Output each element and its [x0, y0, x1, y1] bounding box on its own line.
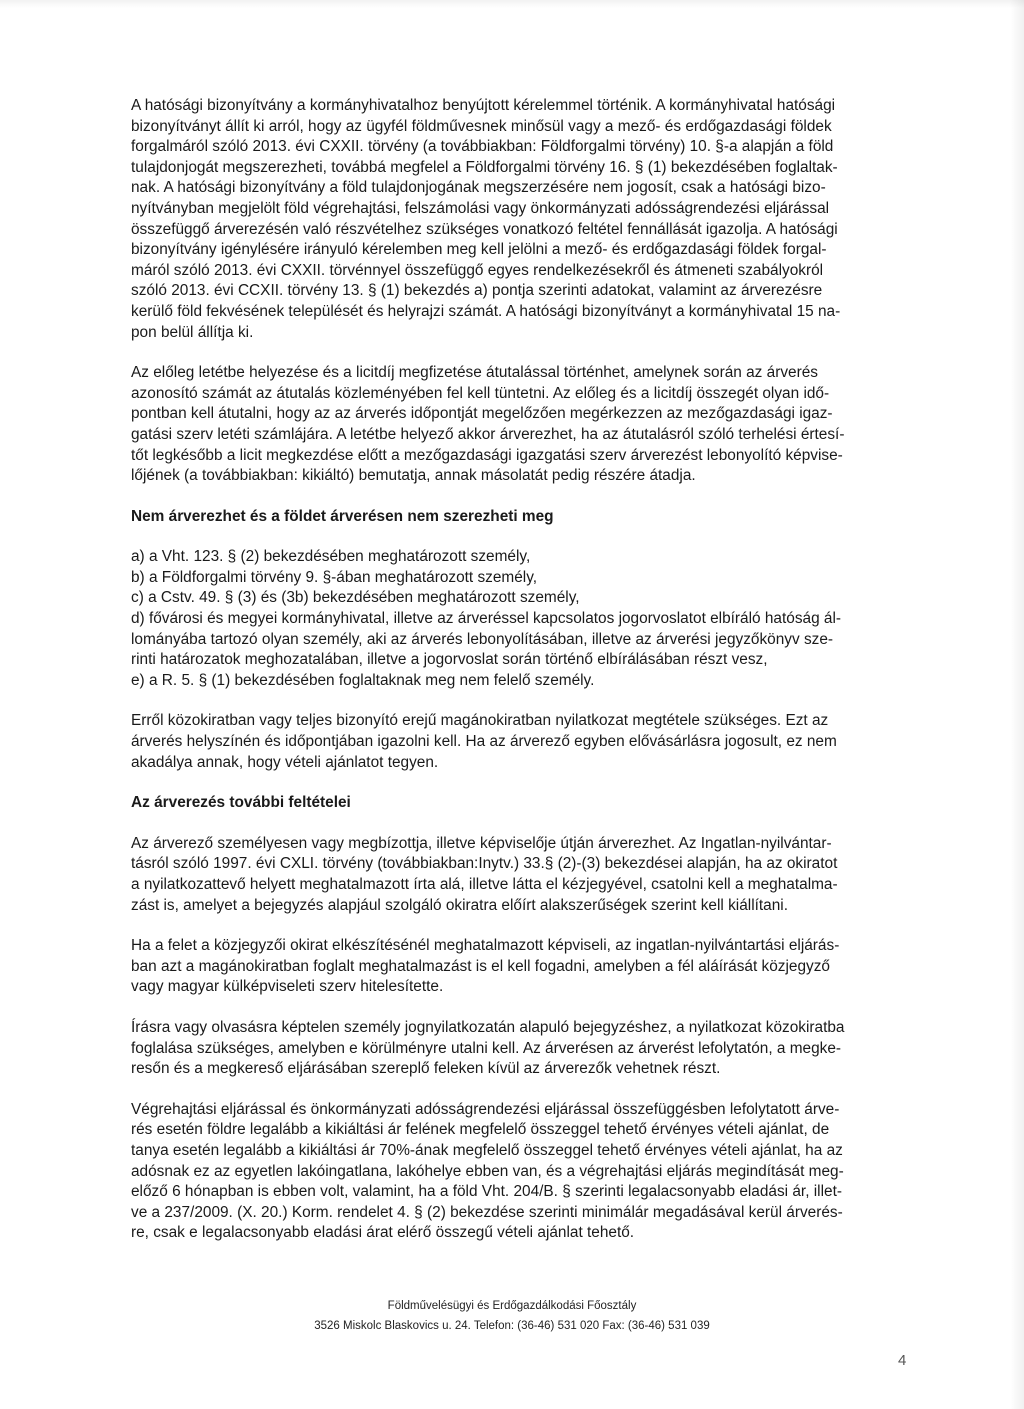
list-item: c) a Cstv. 49. § (3) és (3b) bekezdésében meghatározott személy, — [131, 589, 580, 607]
paragraph-vegrehajtasi: Végrehajtási eljárással és önkormányzati adósságrendezési eljárással összefüggésben lefolytatott árve- rés esetén földre legalább a kikiáltási ár felének megfelelő összeggel tehető érvényes vételi ajánlat, de tanya esetén legalább a kikiáltási ár 70%-ának megfelelő összeggel tehető érvényes vételi ajánlat, ha az adósnak ez az egyetlen lakóingatlana, lakóhelye ebben van, és a végrehajtási eljárás megindítását meg- előző 6 hónapban is ebben volt, valamint, ha a föld Vht. 204/B. § szerinti legalacsonyabb eladási ár, illet- ve a 237/2009. (X. 20.) Korm. rendelet 4. § (2) bekezdése szerinti minimálár megadásával kerül árverés- re, csak e legalacsonyabb eladási árat elérő összegű vételi ajánlat tehető. — [131, 1100, 844, 1242]
paragraph-nyilatkozat: Erről közokiratban vagy teljes bizonyító erejű magánokiratban nyilatkozat megtétele szükséges. Ezt az árverés helyszínén és időpontjában igazolni kell. Ha az árverező egyben elővásárlásra jogosult, ez nem akadálya annak, hogy vételi ajánlatot tegyen. — [131, 712, 837, 771]
footer-department: Földművelésügyi és Erdőgazdálkodási Főosztály — [387, 1300, 637, 1312]
paragraph-hatosagi-bizonyitvany: A hatósági bizonyítvány a kormányhivatalhoz benyújtott kérelemmel történik. A kormányhivatal hatósági bizonyítványt állít ki arról, hogy az ügyfél földművesnek minősül vagy a mező- és erdőgazdasági földek forgalmáról szóló 2013. évi CXXII. törvény (a továbbiakban: Földforgalmi törvény) 10. §-a alapján a föld tulajdonjogát megszerezheti, továbbá megfelel a Földforgalmi törvény 16. § (1) bekezdésében foglaltak- nak. A hatósági bizonyítvány a föld tulajdonjogának megszerzésére nem jogosít, csak a hatósági bizo- nyítványban megjelölt föld végrehajtási, felszámolási vagy önkormányzati adósságrendezési eljárással összefüggő árverezésén való részvételhez szükséges vonatkozó feltétel fennállását igazolja. A hatósági bizonyítvány igénylésére irányuló kérelemben meg kell jelölni a mező- és erdőgazdasági földek forgal- máról szóló 2013. évi CXXII. törvénnyel összefüggő egyes rendelkezésekről és átmeneti szabályokról szóló 2013. évi CCXII. törvény 13. § (1) bekezdés a) pontja szerinti adatokat, valamint az árverezésre kerülő föld fekvésének települését és helyrajzi számát. A hatósági bizonyítványt a kormányhivatal 15 na- pon belül állítja ki. — [131, 97, 841, 341]
document-body — [131, 96, 909, 1264]
paragraph-kozjegyzo: Ha a felet a közjegyzői okirat elkészítésénél meghatalmazott képviseli, az ingatlan-nyilvántartási eljárás- ban azt a magánokiratban foglalt meghatalmazást is el kell fogadni, amelyben a fél aláírását közjegyző vagy magyar külképviseleti szerv hitelesítette. — [131, 937, 840, 996]
list-item: d) fővárosi és megyei kormányhivatal, illetve az árveréssel kapcsolatos jogorvoslatot elbíráló hatóság ál- lományába tartozó olyan személy, aki az árverés lebonyolításában, illetve az árverési jegyzőkönyv sze- rinti határozatok meghozatalában, illetve a jogorvoslat során történő elbírálásában részt vesz, — [131, 610, 842, 669]
heading-nem-arverezhet: Nem árverezhet és a földet árverésen nem szerezheti meg — [131, 507, 554, 525]
page-number: 4 — [898, 1352, 907, 1369]
paragraph-megbizott: Az árverező személyesen vagy megbízottja, illetve képviselője útján árverezhet. Az Ingatlan-nyilvántar- tásról szóló 1997. évi CXLI. törvény (továbbiakban:Inytv.) 33.§ (2)-(3) bekezdései alapján, ha az okiratot a nyilatkozattevő helyett meghatalmazott írta alá, illetve látta el kézjegyével, csatolni kell a meghatalma- zást is, amelyet a bejegyzés alapjául szolgáló okiratra előírt alakszerűségek szerint kell kiállítani. — [131, 834, 838, 914]
list-item: b) a Földforgalmi törvény 9. §-ában meghatározott személy, — [131, 568, 538, 586]
list-item: a) a Vht. 123. § (2) bekezdésében meghatározott személy, — [131, 548, 531, 566]
heading-tovabbi-feltetelek: Az árverezés további feltételei — [131, 794, 351, 812]
paragraph-eloleg: Az előleg letétbe helyezése és a licitdíj megfizetése átutalással történhet, amelynek során az árverés azonosító számát az átutalás közleményében fel kell tüntetni. Az előleg és a licitdíj összegét olyan idő- pontban kell átutalni, hogy az az árverés időpontját megelőzően megérkezzen az mezőgazdasági igaz- gatási szerv letéti számlájára. A letétbe helyező akkor árverezhet, ha az átutalásról szóló terhelési értesí- tőt legkésőbb a licit megkezdése előtt a mezőgazdasági igazgatási szerv árverezést lebonyolító képvise- lőjének (a továbbiakban: kikiáltó) bemutatja, annak másolatát pedig részére átadja. — [131, 364, 845, 485]
excluded-persons-list — [131, 547, 909, 691]
paragraph-irasra-kepetelen: Írásra vagy olvasásra képtelen személy jognyilatkozatán alapuló bejegyzéshez, a nyilatkozat közokiratba foglalása szükséges, amelyben e körülményre utalni kell. Az árverésen az árverést lefolytatón, a megke- resőn és a megkereső eljárásában szereplő feleken kívül az árverezők vehetnek részt. — [131, 1018, 845, 1078]
list-item: e) a R. 5. § (1) bekezdésében foglaltaknak meg nem felelő személy. — [131, 671, 595, 689]
footer-address: 3526 Miskolc Blaskovics u. 24. Telefon: (36-46) 531 020 Fax: (36-46) 531 039 — [314, 1320, 710, 1332]
page-shadow-top — [0, 0, 1024, 8]
page-shadow-right — [1010, 0, 1024, 1409]
